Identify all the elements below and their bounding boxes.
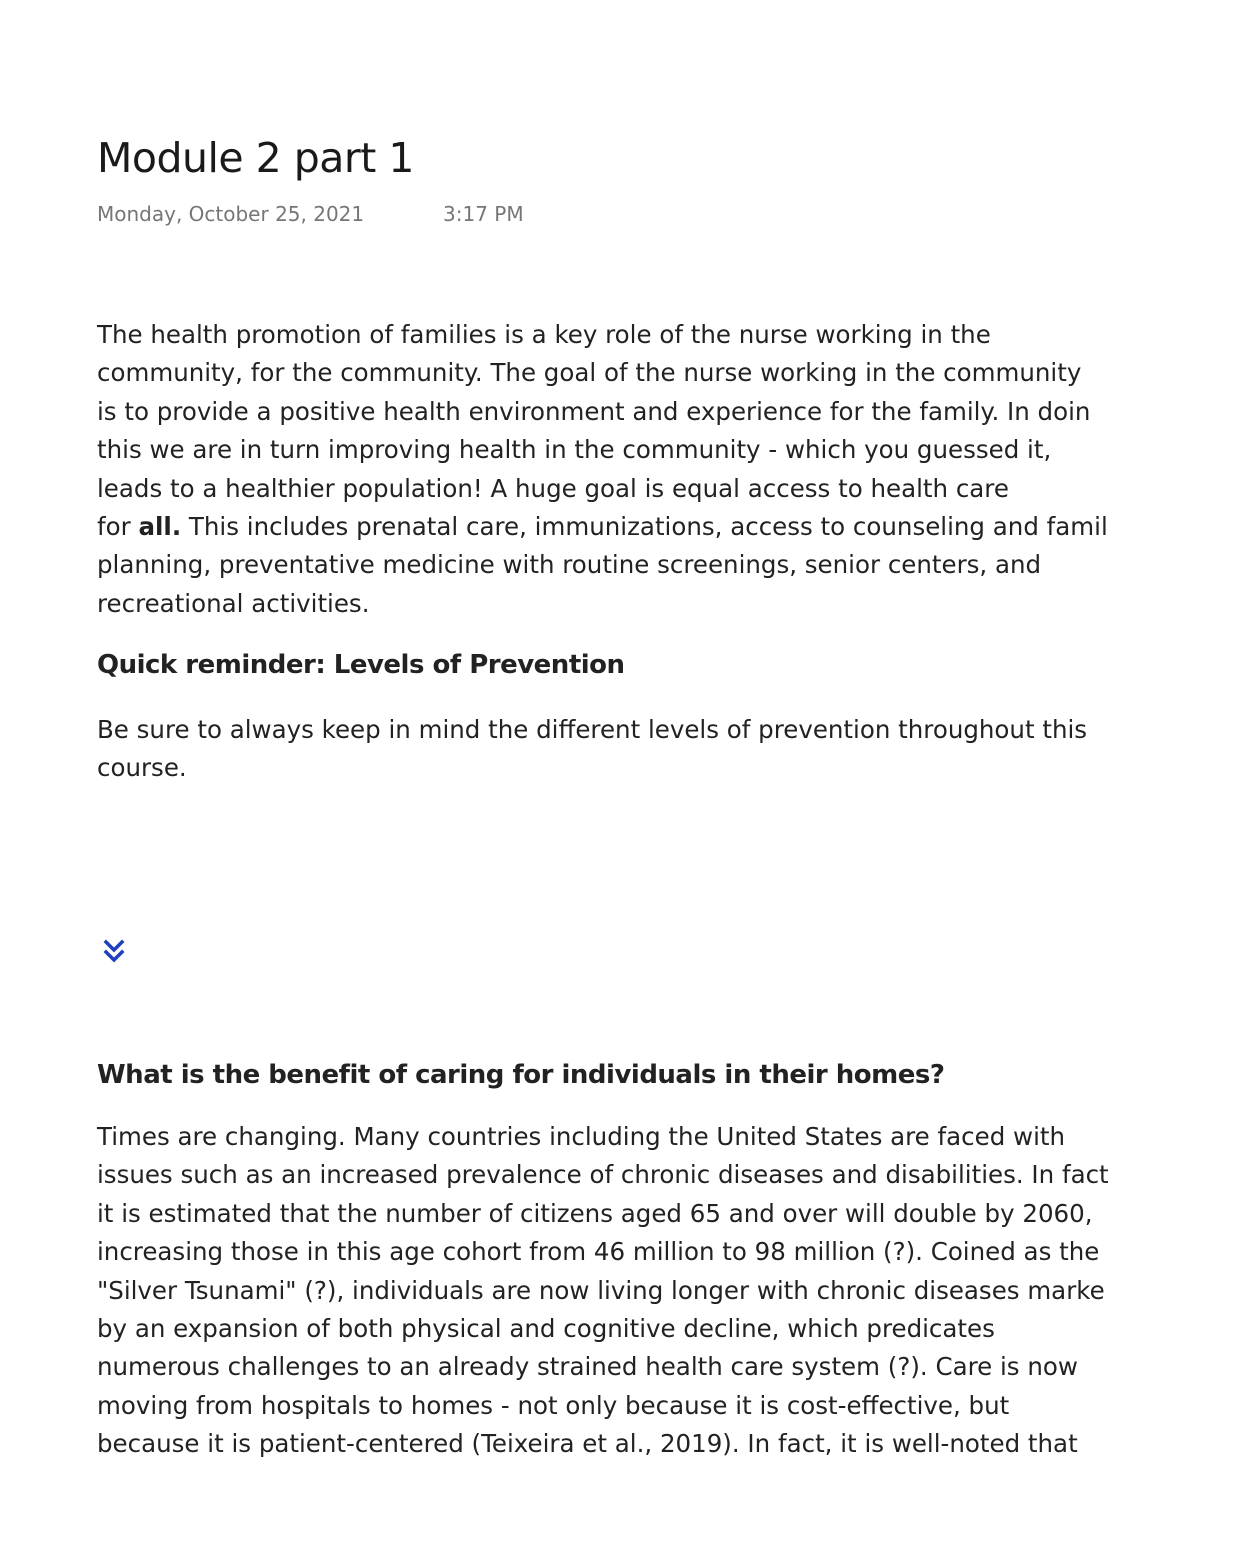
bold-text: all. [138, 511, 182, 541]
text-line [97, 508, 1237, 546]
page-title: Module 2 part 1 [97, 134, 414, 182]
page-time: 3:17 PM [443, 202, 524, 226]
double-chevron-svg [102, 935, 126, 967]
text-line: is to provide a positive health environment and experience for the family. In doin [97, 396, 1091, 426]
text-line: Times are changing. Many countries including the United States are faced with [97, 1122, 1066, 1151]
text-line: by an expansion of both physical and cognitive decline, which predicates [97, 1313, 995, 1343]
page-meta [97, 201, 524, 227]
text-line: leads to a healthier population! A huge goal is equal access to health care [97, 473, 1009, 503]
double-chevron-down-icon[interactable] [102, 935, 126, 967]
reminder-heading: Quick reminder: Levels of Prevention [97, 650, 625, 680]
note-page [97, 0, 1200, 1553]
benefit-paragraph [97, 1118, 1237, 1459]
text-line: "Silver Tsunami" (?), individuals are now living longer with chronic diseases marke [97, 1275, 1105, 1305]
text-segment: for [97, 511, 139, 541]
text-line: Be sure to always keep in mind the different levels of prevention throughout this [97, 715, 1088, 744]
text-line: The health promotion of families is a key role of the nurse working in the [97, 320, 991, 349]
text-segment: This includes prenatal care, immunizations, access to counseling and famil [181, 511, 1108, 541]
text-line: planning, preventative medicine with routine screenings, senior centers, and [97, 550, 1042, 580]
text-line: course. [97, 753, 187, 783]
text-line: numerous challenges to an already strained health care system (?). Care is now [97, 1352, 1078, 1382]
text-line: issues such as an increased prevalence of chronic diseases and disabilities. In fact [97, 1160, 1109, 1190]
text-line: increasing those in this age cohort from 46 million to 98 million (?). Coined as the [97, 1237, 1100, 1267]
text-line-clipped: because it is patient-centered (Teixeira et al., 2019). In fact, it is well-noted that [97, 1429, 1078, 1459]
text-line: recreational activities. [97, 588, 370, 618]
text-line: moving from hospitals to homes - not only because it is cost-effective, but [97, 1390, 1010, 1420]
page-date: Monday, October 25, 2021 [97, 202, 365, 226]
text-line: community, for the community. The goal of the nurse working in the community [97, 358, 1082, 388]
intro-paragraph [97, 316, 1237, 623]
text-line: it is estimated that the number of citizens aged 65 and over will double by 2060, [97, 1198, 1093, 1228]
text-line: this we are in turn improving health in the community - which you guessed it, [97, 435, 1052, 465]
reminder-paragraph [97, 711, 1237, 788]
benefit-heading: What is the benefit of caring for individuals in their homes? [97, 1060, 945, 1090]
